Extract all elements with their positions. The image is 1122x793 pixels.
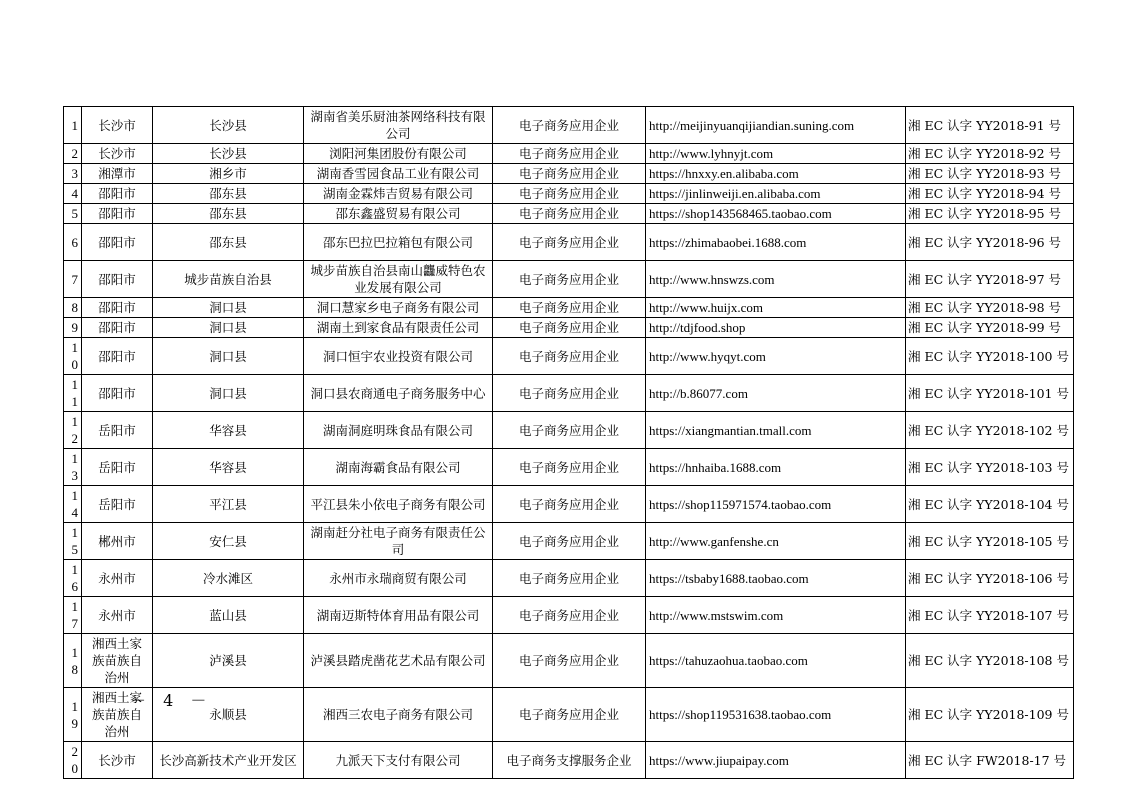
city-cell: 长沙市 [82, 144, 153, 164]
type-cell: 电子商务应用企业 [493, 107, 646, 144]
type-cell: 电子商务应用企业 [493, 261, 646, 298]
url-cell: http://tdjfood.shop [646, 318, 906, 338]
enterprise-table [63, 106, 1074, 779]
county-cell: 冷水滩区 [153, 560, 304, 597]
county-cell: 洞口县 [153, 298, 304, 318]
row-number: 18 [64, 634, 82, 688]
table-row [64, 298, 1074, 318]
row-number: 19 [64, 688, 82, 742]
url-cell: http://www.ganfenshe.cn [646, 523, 906, 560]
url-cell: http://www.huijx.com [646, 298, 906, 318]
table-row [64, 144, 1074, 164]
cert-cell: 湘 EC 认字 YY2018-92 号 [906, 144, 1074, 164]
city-cell: 永州市 [82, 597, 153, 634]
cert-cell: 湘 EC 认字 YY2018-100 号 [906, 338, 1074, 375]
row-number: 10 [64, 338, 82, 375]
type-cell: 电子商务应用企业 [493, 318, 646, 338]
city-cell: 长沙市 [82, 742, 153, 779]
table-row [64, 164, 1074, 184]
table-row [64, 204, 1074, 224]
county-cell: 洞口县 [153, 375, 304, 412]
table-row [64, 338, 1074, 375]
row-number: 15 [64, 523, 82, 560]
table-clip [71, 106, 1073, 776]
company-cell: 洞口恒宇农业投资有限公司 [304, 338, 493, 375]
cert-cell: 湘 EC 认字 YY2018-107 号 [906, 597, 1074, 634]
county-cell: 邵东县 [153, 184, 304, 204]
cert-cell: 湘 EC 认字 YY2018-108 号 [906, 634, 1074, 688]
company-cell: 洞口县农商通电子商务服务中心 [304, 375, 493, 412]
company-cell: 湖南土到家食品有限责任公司 [304, 318, 493, 338]
type-cell: 电子商务应用企业 [493, 204, 646, 224]
url-cell: http://www.hnswzs.com [646, 261, 906, 298]
county-cell: 长沙县 [153, 107, 304, 144]
city-cell: 湘潭市 [82, 164, 153, 184]
county-cell: 长沙县 [153, 144, 304, 164]
url-cell: http://meijinyuanqijiandian.suning.com [646, 107, 906, 144]
cert-cell: 湘 EC 认字 YY2018-109 号 [906, 688, 1074, 742]
cert-cell: 湘 EC 认字 YY2018-101 号 [906, 375, 1074, 412]
table-row [64, 261, 1074, 298]
city-cell: 长沙市 [82, 107, 153, 144]
county-cell: 洞口县 [153, 338, 304, 375]
table-row [64, 523, 1074, 560]
url-cell: http://www.mstswim.com [646, 597, 906, 634]
company-cell: 湖南省美乐厨油茶网络科技有限公司 [304, 107, 493, 144]
url-cell: http://www.hyqyt.com [646, 338, 906, 375]
cert-cell: 湘 EC 认字 YY2018-106 号 [906, 560, 1074, 597]
city-text: 湘西土家族苗族自治州 [91, 636, 142, 685]
row-number: 5 [64, 204, 82, 224]
county-cell: 华容县 [153, 412, 304, 449]
city-cell: 邵阳市 [82, 224, 153, 261]
table-row [64, 318, 1074, 338]
county-cell: 华容县 [153, 449, 304, 486]
table-row [64, 742, 1074, 779]
table-row [64, 597, 1074, 634]
cert-cell: 湘 EC 认字 YY2018-104 号 [906, 486, 1074, 523]
page-number: － 4 － [130, 691, 213, 710]
company-cell: 九派天下支付有限公司 [304, 742, 493, 779]
county-cell: 湘乡市 [153, 164, 304, 184]
cert-cell: 湘 EC 认字 YY2018-94 号 [906, 184, 1074, 204]
company-cell: 湖南赶分社电子商务有限责任公司 [304, 523, 493, 560]
county-cell: 邵东县 [153, 224, 304, 261]
url-cell: http://www.lyhnyjt.com [646, 144, 906, 164]
row-number: 17 [64, 597, 82, 634]
row-number: 2 [64, 144, 82, 164]
company-cell: 湖南洞庭明珠食品有限公司 [304, 412, 493, 449]
type-cell: 电子商务应用企业 [493, 298, 646, 318]
cert-cell: 湘 EC 认字 YY2018-91 号 [906, 107, 1074, 144]
company-cell: 永州市永瑞商贸有限公司 [304, 560, 493, 597]
county-cell: 洞口县 [153, 318, 304, 338]
city-cell: 邵阳市 [82, 204, 153, 224]
table-row [64, 107, 1074, 144]
county-cell: 邵东县 [153, 204, 304, 224]
url-cell: https://tsbaby1688.taobao.com [646, 560, 906, 597]
table-row [64, 184, 1074, 204]
row-number: 3 [64, 164, 82, 184]
city-cell: 岳阳市 [82, 486, 153, 523]
county-cell: 安仁县 [153, 523, 304, 560]
county-cell: 长沙高新技术产业开发区 [153, 742, 304, 779]
city-cell: 岳阳市 [82, 449, 153, 486]
url-cell: https://www.jiupaipay.com [646, 742, 906, 779]
city-cell: 永州市 [82, 560, 153, 597]
table-row [64, 634, 1074, 688]
county-cell: 城步苗族自治县 [153, 261, 304, 298]
type-cell: 电子商务应用企业 [493, 184, 646, 204]
url-cell: https://shop115971574.taobao.com [646, 486, 906, 523]
type-cell: 电子商务应用企业 [493, 634, 646, 688]
type-cell: 电子商务应用企业 [493, 560, 646, 597]
row-number: 20 [64, 742, 82, 779]
row-number: 9 [64, 318, 82, 338]
county-cell: 平江县 [153, 486, 304, 523]
cert-cell: 湘 EC 认字 YY2018-99 号 [906, 318, 1074, 338]
company-cell: 邵东巴拉巴拉箱包有限公司 [304, 224, 493, 261]
company-cell: 平江县朱小依电子商务有限公司 [304, 486, 493, 523]
table-row [64, 486, 1074, 523]
type-cell: 电子商务支撑服务企业 [493, 742, 646, 779]
company-cell: 湖南海霸食品有限公司 [304, 449, 493, 486]
table-body [64, 107, 1074, 779]
company-cell: 湘西三农电子商务有限公司 [304, 688, 493, 742]
cert-cell: 湘 EC 认字 FW2018-17 号 [906, 742, 1074, 779]
row-number: 6 [64, 224, 82, 261]
type-cell: 电子商务应用企业 [493, 412, 646, 449]
cert-cell: 湘 EC 认字 YY2018-97 号 [906, 261, 1074, 298]
cert-cell: 湘 EC 认字 YY2018-98 号 [906, 298, 1074, 318]
table-row [64, 449, 1074, 486]
table-row [64, 375, 1074, 412]
url-cell: https://zhimabaobei.1688.com [646, 224, 906, 261]
type-cell: 电子商务应用企业 [493, 523, 646, 560]
city-cell: 岳阳市 [82, 412, 153, 449]
row-number: 11 [64, 375, 82, 412]
county-cell: 蓝山县 [153, 597, 304, 634]
city-text: 湘西土家族苗族自治州 [91, 690, 142, 739]
url-cell: https://tahuzaohua.taobao.com [646, 634, 906, 688]
row-number: 7 [64, 261, 82, 298]
type-cell: 电子商务应用企业 [493, 597, 646, 634]
cert-cell: 湘 EC 认字 YY2018-96 号 [906, 224, 1074, 261]
url-cell: https://shop143568465.taobao.com [646, 204, 906, 224]
row-number: 1 [64, 107, 82, 144]
company-cell: 湖南香雪园食品工业有限公司 [304, 164, 493, 184]
type-cell: 电子商务应用企业 [493, 144, 646, 164]
row-number: 8 [64, 298, 82, 318]
city-cell: 邵阳市 [82, 261, 153, 298]
company-cell: 城步苗族自治县南山龘威特色农业发展有限公司 [304, 261, 493, 298]
city-cell: 邵阳市 [82, 375, 153, 412]
row-number: 4 [64, 184, 82, 204]
type-cell: 电子商务应用企业 [493, 164, 646, 184]
cert-cell: 湘 EC 认字 YY2018-102 号 [906, 412, 1074, 449]
url-cell: https://hnhaiba.1688.com [646, 449, 906, 486]
url-cell: https://xiangmantian.tmall.com [646, 412, 906, 449]
cert-cell: 湘 EC 认字 YY2018-95 号 [906, 204, 1074, 224]
city-cell [82, 634, 153, 688]
county-cell: 泸溪县 [153, 634, 304, 688]
company-cell: 邵东鑫盛贸易有限公司 [304, 204, 493, 224]
url-cell: https://hnxxy.en.alibaba.com [646, 164, 906, 184]
type-cell: 电子商务应用企业 [493, 449, 646, 486]
url-cell: https://shop119531638.taobao.com [646, 688, 906, 742]
city-cell: 邵阳市 [82, 298, 153, 318]
city-cell: 邵阳市 [82, 318, 153, 338]
row-number: 13 [64, 449, 82, 486]
company-cell: 浏阳河集团股份有限公司 [304, 144, 493, 164]
company-cell: 洞口慧家乡电子商务有限公司 [304, 298, 493, 318]
row-number: 12 [64, 412, 82, 449]
company-cell: 泸溪县踏虎凿花艺术品有限公司 [304, 634, 493, 688]
company-cell: 湖南金霖炜吉贸易有限公司 [304, 184, 493, 204]
city-cell: 郴州市 [82, 523, 153, 560]
row-number: 14 [64, 486, 82, 523]
table-row [64, 224, 1074, 261]
row-number: 16 [64, 560, 82, 597]
cert-cell: 湘 EC 认字 YY2018-105 号 [906, 523, 1074, 560]
city-cell: 邵阳市 [82, 338, 153, 375]
type-cell: 电子商务应用企业 [493, 224, 646, 261]
cert-cell: 湘 EC 认字 YY2018-103 号 [906, 449, 1074, 486]
type-cell: 电子商务应用企业 [493, 688, 646, 742]
type-cell: 电子商务应用企业 [493, 486, 646, 523]
table-row [64, 560, 1074, 597]
url-cell: https://jinlinweiji.en.alibaba.com [646, 184, 906, 204]
company-cell: 湖南迈斯特体育用品有限公司 [304, 597, 493, 634]
city-cell: 邵阳市 [82, 184, 153, 204]
url-cell: http://b.86077.com [646, 375, 906, 412]
table-row [64, 688, 1074, 742]
type-cell: 电子商务应用企业 [493, 375, 646, 412]
cert-cell: 湘 EC 认字 YY2018-93 号 [906, 164, 1074, 184]
county-cell: 永顺县 [153, 688, 304, 742]
type-cell: 电子商务应用企业 [493, 338, 646, 375]
table-row [64, 412, 1074, 449]
